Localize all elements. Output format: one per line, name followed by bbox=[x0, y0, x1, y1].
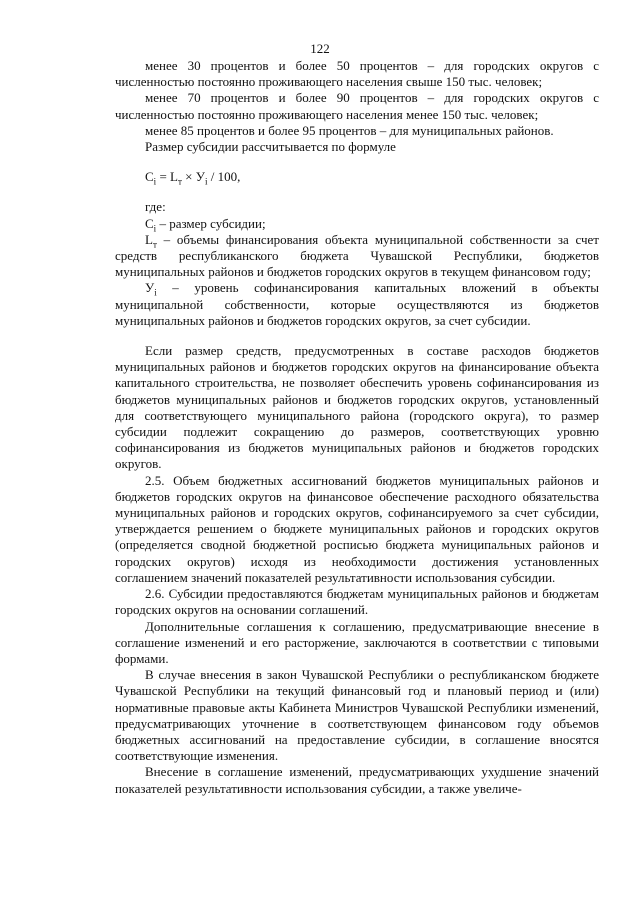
paragraph-law-changes: В случае внесения в закон Чувашской Республики о республиканском бюджете Чувашской Республики на текущий финансовый год и плановый период и (или) нормативные правовые акты Кабинета Министров Чувашской Республики изменений, предусматривающих уточнение в соответствующем финансовом году объемов бюджетных ассигнований на предоставление субсидии, в соглашение вносятся соответствующие изменения. bbox=[115, 667, 599, 764]
where-label: где: bbox=[145, 199, 166, 215]
paragraph-indicator-changes: Внесение в соглашение изменений, предусматривающих ухудшение значений показателей результативности использования субсидии, а также увеличе- bbox=[115, 764, 599, 796]
subsidy-formula: $C_i = L_т \times У_i / 100$, bbox=[145, 169, 241, 187]
paragraph-additional-agreements: Дополнительные соглашения к соглашению, предусматривающие внесение в соглашение изменений и его расторжение, заключаются в соответствии с типовыми формами. bbox=[115, 618, 599, 666]
paragraph-2-6: 2.6. Субсидии предоставляются бюджетам муниципальных районов и бюджетам городских округов на основании соглашений. bbox=[115, 586, 599, 618]
paragraph-threshold-1: менее 30 процентов и более 50 процентов – для городских округов с численностью постоянно проживающего населения свыше 150 тыс. человек; bbox=[115, 58, 599, 90]
document-body bbox=[115, 58, 599, 797]
paragraph-threshold-3: менее 85 процентов и более 95 процентов – для муниципальных районов. bbox=[145, 122, 554, 138]
definition-l: $L_т$ – объемы финансирования объекта муниципальной собственности за счет средств республиканского бюджета Чувашской Республики, бюджетов муниципальных районов и бюджетов городских округов в текущем финансовом году; bbox=[115, 231, 599, 280]
page-number: 122 bbox=[310, 41, 330, 56]
paragraph-threshold-2: менее 70 процентов и более 90 процентов – для городских округов с численностью постоянно проживающего населения менее 150 тыс. человек; bbox=[115, 90, 599, 122]
paragraph-reduction: Если размер средств, предусмотренных в составе расходов бюджетов муниципальных районов и бюджетов городских округов на финансирование объекта капитального строительства, не позволяет обеспечить уровень софинансирования из бюджетов муниципальных районов и бюджетов городских округов, установленный для соответствующего муниципального района (городского округа), то размер субсидии подлежит сокращению до размеров, соответствующих уровню софинансирования из бюджетов муниципальных районов и бюджетов городских округов. bbox=[115, 343, 599, 472]
paragraph-2-5: 2.5. Объем бюджетных ассигнований бюджетов муниципальных районов и бюджетов городских округов на финансовое обеспечение расходного обязательства муниципальных районов и городских округов, софинансируемого за счет субсидии, утверждается решением о бюджете муниципальных районов и городских округов (определяется сводной бюджетной росписью бюджета муниципальных районов и городских округов) исходя из необходимости достижения установленных соглашением значений показателей результативности использования субсидии. bbox=[115, 472, 599, 585]
definition-y: $У_i$ – уровень софинансирования капитальных вложений в объекты муниципальной собственности, которые осуществляются из бюджетов муниципальных районов и бюджетов городских округов, за счет субсидии. bbox=[115, 280, 599, 328]
definition-c: $C_i$ – размер субсидии; bbox=[145, 215, 266, 234]
paragraph-formula-intro: Размер субсидии рассчитывается по формуле bbox=[145, 139, 396, 155]
